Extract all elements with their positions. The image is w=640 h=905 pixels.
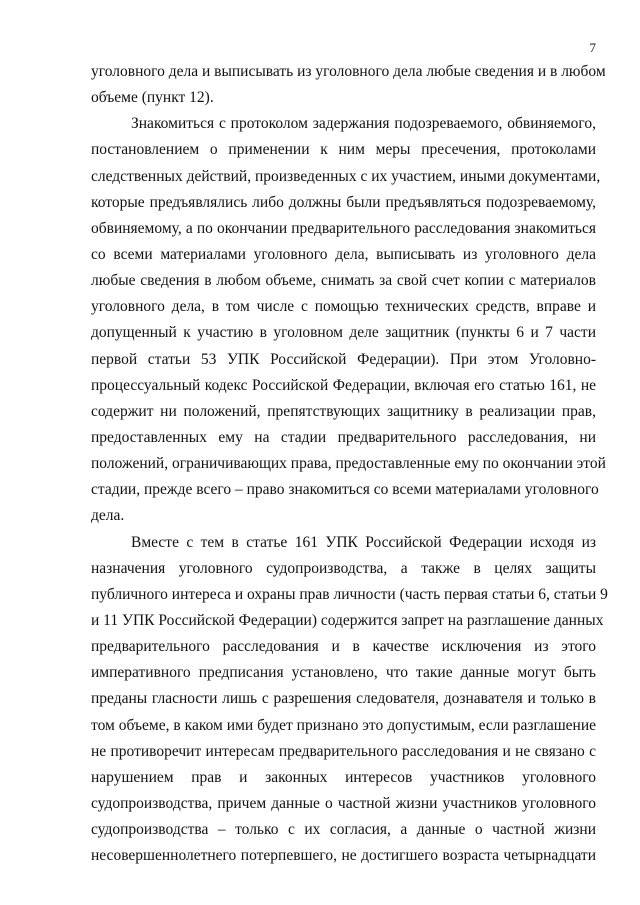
text-line: со всеми материалами уголовного дела, выписывать из уголовного дела: [91, 245, 596, 263]
text-line: несовершеннолетнего потерпевшего, не достигшего возраста четырнадцати: [91, 847, 596, 865]
text-line: Знакомиться с протоколом задержания подозреваемого, обвиняемого,: [131, 115, 596, 133]
text-line: постановлением о применении к ним меры пресечения, протоколами: [91, 141, 596, 159]
text-line: предоставленных ему на стадии предварительного расследования, ни: [91, 428, 596, 446]
text-line: назначения уголовного судопроизводства, а также в целях защиты: [91, 559, 596, 577]
text-line: судопроизводства, причем данные о частной жизни участников уголовного: [91, 794, 596, 812]
text-line: процессуальный кодекс Российской Федерации, включая его статью 161, не: [91, 376, 596, 394]
text-line: императивного предписания установлено, что такие данные могут быть: [91, 664, 596, 682]
text-line: первой статьи 53 УПК Российской Федерации). При этом Уголовно-: [91, 350, 596, 368]
text-line: дела.: [91, 507, 125, 525]
text-line: стадии, прежде всего – право знакомиться со всеми материалами уголовного: [91, 481, 599, 499]
text-line: содержит ни положений, препятствующих защитнику в реализации прав,: [91, 402, 596, 420]
text-line: положений, ограничивающих права, предоставленные ему по окончании этой: [91, 455, 606, 473]
text-line: не противоречит интересам предварительного расследования и не связано с: [91, 742, 596, 760]
text-line: том объеме, в каком ими будет признано это допустимым, если разглашение: [91, 716, 596, 734]
text-line: предварительного расследования и в качестве исключения из этого: [91, 638, 596, 656]
body-text: [91, 62, 608, 872]
text-line: уголовного дела и выписывать из уголовного дела любые сведения и в любом: [91, 63, 606, 80]
text-line: допущенный к участию в уголовном деле защитник (пункты 6 и 7 части: [91, 324, 596, 342]
text-line: и 11 УПК Российской Федерации) содержится запрет на разглашение данных: [91, 611, 604, 629]
text-line: публичного интереса и охраны прав личности (часть первая статьи 6, статьи 9: [91, 585, 608, 603]
text-line: судопроизводства – только с их согласия, а данные о частной жизни: [91, 821, 596, 839]
page-number: 7: [589, 40, 596, 55]
text-line: которые предъявлялись либо должны были предъявляться подозреваемому,: [91, 193, 596, 211]
text-line: преданы гласности лишь с разрешения следователя, дознавателя и только в: [91, 690, 596, 708]
text-line: следственных действий, произведенных с их участием, иными документами,: [91, 167, 601, 185]
text-line: нарушением прав и законных интересов участников уголовного: [91, 768, 596, 786]
text-line: Вместе с тем в статье 161 УПК Российской Федерации исходя из: [131, 533, 596, 551]
text-line: любые сведения в любом объеме, снимать за свой счет копии с материалов: [91, 272, 596, 290]
text-line: уголовного дела, в том числе с помощью технических средств, вправе и: [91, 298, 596, 316]
text-line: объеме (пункт 12).: [91, 89, 214, 107]
text-line: обвиняемому, а по окончании предварительного расследования знакомиться: [91, 219, 596, 237]
